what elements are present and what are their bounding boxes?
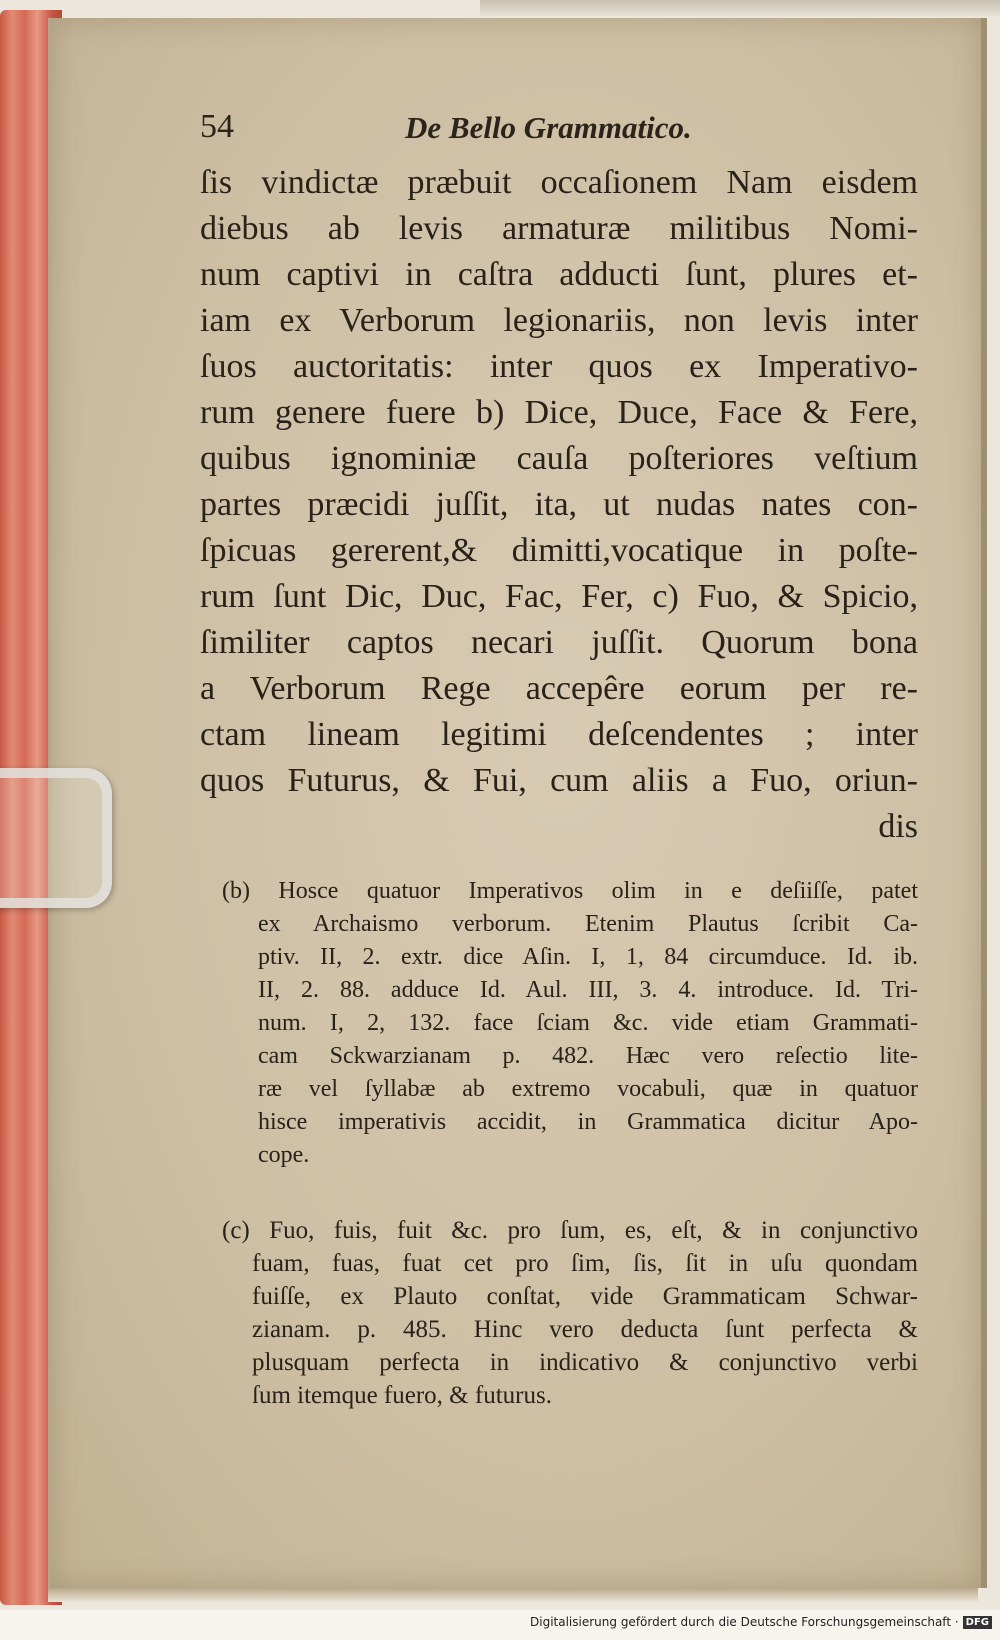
dfg-logo: DFG [963, 1616, 992, 1629]
text-line: ſimiliter captos necari juſſit. Quorum bona [200, 624, 918, 661]
footnote-line: II, 2. 88. adduce Id. Aul. III, 3. 4. introduce. Id. Tri- [258, 977, 918, 1003]
text-line: a Verborum Rege accepêre eorum per re- [200, 670, 918, 707]
catchword: dis [878, 808, 918, 845]
footnote-line: ex Archaismo verborum. Etenim Plautus ſcribit Ca- [258, 911, 918, 937]
book-top-edge [480, 0, 1000, 16]
page-number: 54 [200, 108, 234, 145]
footnote-line: (b) Hosce quatuor Imperativos olim in e deſiiſſe, patet [222, 878, 918, 904]
footnote-line: cam Sckwarzianam p. 482. Hæc vero reſectio lite- [258, 1043, 918, 1069]
book-page-bottom [48, 1588, 978, 1602]
page-header [200, 108, 760, 158]
credit-text: Digitalisierung gefördert durch die Deutsche Forschungsgemeinschaft · [530, 1615, 959, 1629]
footnote-line: hisce imperativis accidit, in Grammatica dicitur Apo- [258, 1109, 918, 1135]
text-line: iam ex Verborum legionariis, non levis inter [200, 302, 918, 339]
text-line: partes præcidi juſſit, ita, ut nudas nates con- [200, 486, 918, 523]
footnotes [222, 875, 918, 1412]
footnote-c [222, 1214, 918, 1412]
footnote-line: ræ vel ſyllabæ ab extremo vocabuli, quæ in quatuor [258, 1076, 918, 1102]
footnote-line: fuam, fuas, fuat cet pro ſim, ſis, ſit in uſu quondam [252, 1250, 918, 1277]
text-line: rum ſunt Dic, Duc, Fac, Fer, c) Fuo, & Spicio, [200, 578, 918, 615]
text-line: rum genere fuere b) Dice, Duce, Face & Fere, [200, 394, 918, 431]
footnote-line: cope. [258, 1142, 310, 1168]
text-line: ſpicuas gererent,& dimitti,vocatique in poſte- [200, 532, 918, 569]
text-line: ſuos auctoritatis: inter quos ex Imperativo- [200, 348, 918, 385]
footnote-line: fuiſſe, ex Plauto conſtat, vide Grammaticam Schwar- [252, 1283, 918, 1310]
text-line: num captivi in caſtra adducti ſunt, plures et- [200, 256, 918, 293]
footnote-line: ptiv. II, 2. extr. dice Aſin. I, 1, 84 circumduce. Id. ib. [258, 944, 918, 970]
footnote-line: num. I, 2, 132. face ſciam &c. vide etiam Grammati- [258, 1010, 918, 1036]
running-head: De Bello Grammatico. [405, 110, 692, 145]
digitization-credit [530, 1615, 992, 1629]
footnote-line: (c) Fuo, fuis, fuit &c. pro ſum, es, eſt, & in conjunctivo [222, 1217, 918, 1244]
footnote-b [222, 875, 918, 1172]
page-clip [0, 768, 112, 908]
text-line: ſis vindictæ præbuit occaſionem Nam eisdem [200, 164, 918, 201]
footnote-line: zianam. p. 485. Hinc vero deducta ſunt perfecta & [252, 1316, 918, 1343]
text-line: ctam lineam legitimi deſcendentes ; inter [200, 716, 918, 753]
footnote-line: plusquam perfecta in indicativo & conjunctivo verbi [252, 1349, 918, 1376]
main-text-block [200, 160, 918, 850]
text-line: diebus ab levis armaturæ militibus Nomi- [200, 210, 918, 247]
footnote-line: ſum itemque fuero, & futurus. [252, 1382, 552, 1409]
text-line: quibus ignominiæ cauſa poſteriores veſtium [200, 440, 918, 477]
text-line: quos Futurus, & Fui, cum aliis a Fuo, oriun- [200, 762, 918, 799]
